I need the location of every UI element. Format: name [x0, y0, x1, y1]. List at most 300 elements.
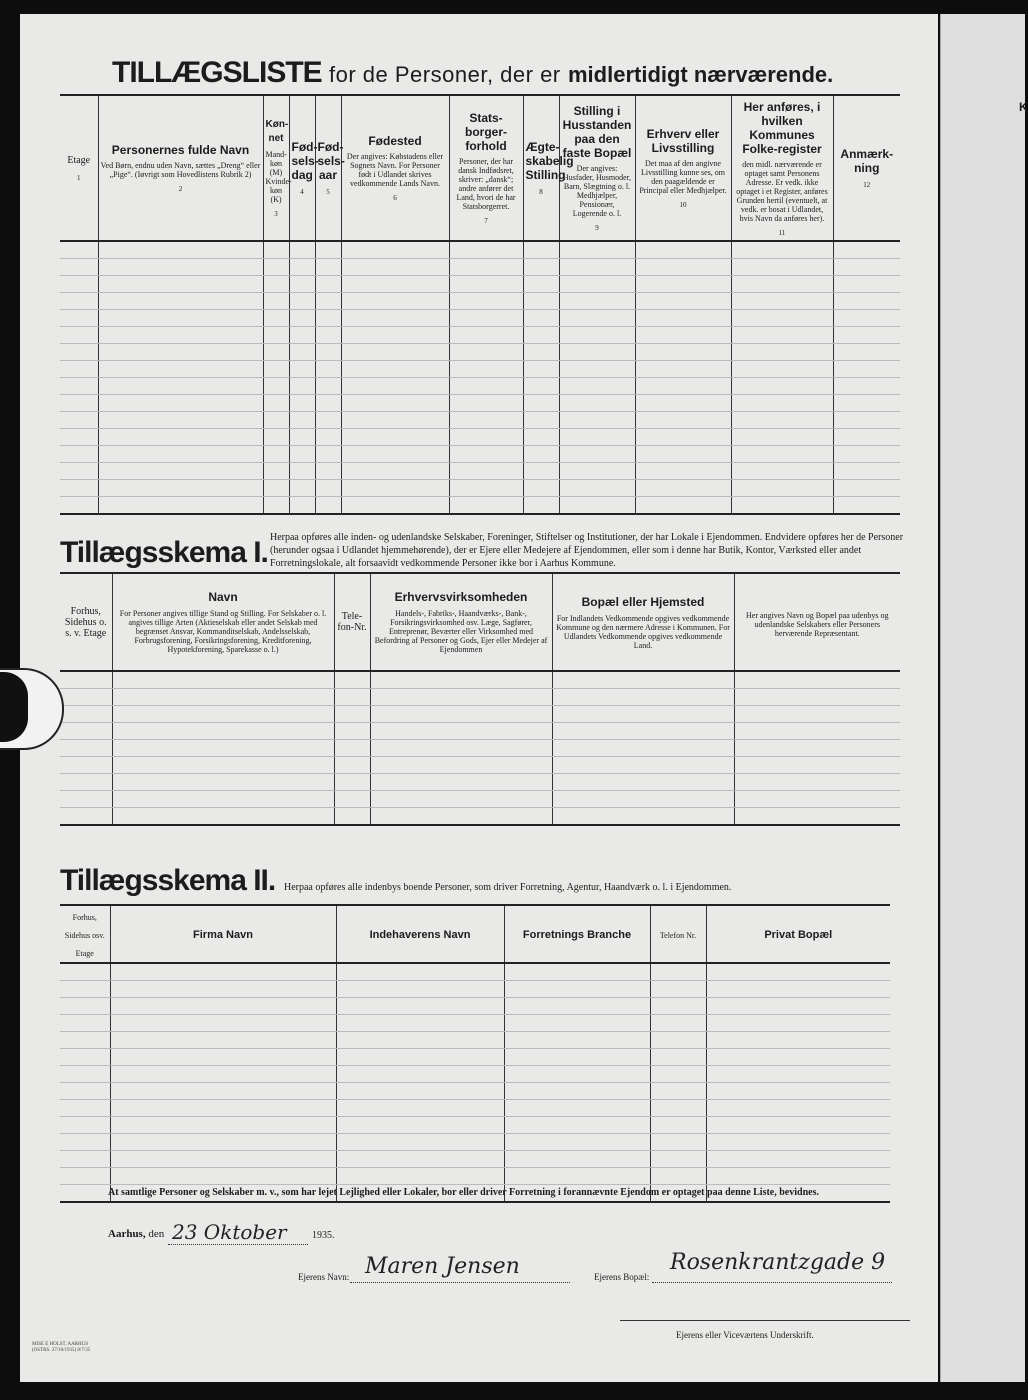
table-cell[interactable]: [60, 276, 98, 293]
table-cell[interactable]: [110, 1151, 336, 1168]
table-cell[interactable]: [523, 310, 559, 327]
table-cell[interactable]: [635, 480, 731, 497]
table-cell[interactable]: [60, 241, 98, 259]
table-cell[interactable]: [635, 497, 731, 515]
table-cell[interactable]: [289, 327, 315, 344]
table-cell[interactable]: [112, 774, 334, 791]
table-cell[interactable]: [504, 1168, 650, 1185]
table-cell[interactable]: [635, 463, 731, 480]
table-cell[interactable]: [370, 791, 552, 808]
table-cell[interactable]: [263, 241, 289, 259]
table-cell[interactable]: [60, 671, 112, 689]
table-cell[interactable]: [559, 361, 635, 378]
table-cell[interactable]: [334, 689, 370, 706]
table-cell[interactable]: [334, 808, 370, 826]
table-cell[interactable]: [289, 276, 315, 293]
table-cell[interactable]: [370, 689, 552, 706]
table-cell[interactable]: [706, 1066, 890, 1083]
table-cell[interactable]: [315, 463, 341, 480]
table-cell[interactable]: [98, 293, 263, 310]
table-cell[interactable]: [449, 480, 523, 497]
table-cell[interactable]: [341, 276, 449, 293]
table-cell[interactable]: [263, 480, 289, 497]
table-cell[interactable]: [60, 1134, 110, 1151]
table-cell[interactable]: [449, 463, 523, 480]
table-cell[interactable]: [559, 241, 635, 259]
table-cell[interactable]: [289, 480, 315, 497]
table-cell[interactable]: [552, 774, 734, 791]
table-cell[interactable]: [504, 1015, 650, 1032]
table-cell[interactable]: [731, 293, 833, 310]
table-cell[interactable]: [112, 808, 334, 826]
table-cell[interactable]: [449, 259, 523, 276]
table-cell[interactable]: [370, 740, 552, 757]
table-cell[interactable]: [110, 981, 336, 998]
table-cell[interactable]: [110, 1134, 336, 1151]
table-cell[interactable]: [734, 757, 900, 774]
table-cell[interactable]: [341, 378, 449, 395]
table-cell[interactable]: [833, 241, 900, 259]
table-cell[interactable]: [336, 1015, 504, 1032]
table-cell[interactable]: [833, 395, 900, 412]
table-cell[interactable]: [734, 706, 900, 723]
table-cell[interactable]: [504, 1117, 650, 1134]
table-cell[interactable]: [650, 981, 706, 998]
table-cell[interactable]: [650, 1117, 706, 1134]
table-cell[interactable]: [341, 463, 449, 480]
table-cell[interactable]: [315, 361, 341, 378]
table-cell[interactable]: [523, 259, 559, 276]
table-cell[interactable]: [650, 998, 706, 1015]
table-cell[interactable]: [60, 808, 112, 826]
table-cell[interactable]: [635, 412, 731, 429]
table-cell[interactable]: [315, 293, 341, 310]
table-cell[interactable]: [559, 259, 635, 276]
table-cell[interactable]: [731, 310, 833, 327]
table-cell[interactable]: [60, 1117, 110, 1134]
table-cell[interactable]: [60, 327, 98, 344]
table-cell[interactable]: [523, 395, 559, 412]
table-cell[interactable]: [635, 361, 731, 378]
table-cell[interactable]: [523, 429, 559, 446]
table-cell[interactable]: [650, 1100, 706, 1117]
table-cell[interactable]: [370, 808, 552, 826]
table-cell[interactable]: [650, 1066, 706, 1083]
table-cell[interactable]: [110, 1032, 336, 1049]
table-cell[interactable]: [315, 497, 341, 515]
table-cell[interactable]: [315, 327, 341, 344]
table-cell[interactable]: [449, 344, 523, 361]
table-cell[interactable]: [110, 1049, 336, 1066]
table-cell[interactable]: [523, 361, 559, 378]
table-cell[interactable]: [523, 446, 559, 463]
table-cell[interactable]: [833, 361, 900, 378]
table-cell[interactable]: [650, 1015, 706, 1032]
table-cell[interactable]: [341, 259, 449, 276]
table-cell[interactable]: [60, 1032, 110, 1049]
table-cell[interactable]: [263, 310, 289, 327]
table-cell[interactable]: [112, 689, 334, 706]
table-cell[interactable]: [336, 1168, 504, 1185]
table-cell[interactable]: [341, 310, 449, 327]
table-cell[interactable]: [60, 963, 110, 981]
table-cell[interactable]: [98, 429, 263, 446]
table-cell[interactable]: [650, 1032, 706, 1049]
table-cell[interactable]: [315, 259, 341, 276]
table-cell[interactable]: [552, 689, 734, 706]
table-cell[interactable]: [289, 241, 315, 259]
table-cell[interactable]: [60, 378, 98, 395]
table-cell[interactable]: [706, 1134, 890, 1151]
table-cell[interactable]: [635, 344, 731, 361]
table-cell[interactable]: [60, 791, 112, 808]
table-cell[interactable]: [635, 259, 731, 276]
table-cell[interactable]: [370, 757, 552, 774]
table-cell[interactable]: [98, 480, 263, 497]
table-cell[interactable]: [552, 671, 734, 689]
table-cell[interactable]: [98, 327, 263, 344]
table-cell[interactable]: [504, 998, 650, 1015]
table-cell[interactable]: [449, 310, 523, 327]
table-cell[interactable]: [449, 497, 523, 515]
table-cell[interactable]: [336, 1049, 504, 1066]
table-cell[interactable]: [559, 446, 635, 463]
table-cell[interactable]: [552, 808, 734, 826]
table-cell[interactable]: [334, 791, 370, 808]
table-cell[interactable]: [706, 1100, 890, 1117]
table-cell[interactable]: [336, 1100, 504, 1117]
table-cell[interactable]: [706, 998, 890, 1015]
table-cell[interactable]: [289, 463, 315, 480]
table-cell[interactable]: [734, 774, 900, 791]
table-cell[interactable]: [110, 1083, 336, 1100]
table-cell[interactable]: [98, 412, 263, 429]
table-cell[interactable]: [833, 259, 900, 276]
table-cell[interactable]: [60, 1049, 110, 1066]
table-cell[interactable]: [731, 480, 833, 497]
table-cell[interactable]: [60, 446, 98, 463]
table-cell[interactable]: [734, 689, 900, 706]
table-cell[interactable]: [289, 378, 315, 395]
table-cell[interactable]: [341, 480, 449, 497]
table-cell[interactable]: [833, 344, 900, 361]
table-cell[interactable]: [315, 446, 341, 463]
table-cell[interactable]: [110, 998, 336, 1015]
table-cell[interactable]: [706, 1168, 890, 1185]
table-cell[interactable]: [449, 327, 523, 344]
table-cell[interactable]: [60, 361, 98, 378]
table-cell[interactable]: [341, 395, 449, 412]
table-cell[interactable]: [289, 259, 315, 276]
table-cell[interactable]: [60, 497, 98, 515]
table-cell[interactable]: [98, 378, 263, 395]
table-cell[interactable]: [523, 463, 559, 480]
table-cell[interactable]: [60, 429, 98, 446]
table-cell[interactable]: [731, 412, 833, 429]
table-cell[interactable]: [731, 463, 833, 480]
table-cell[interactable]: [110, 1015, 336, 1032]
table-cell[interactable]: [60, 310, 98, 327]
table-cell[interactable]: [734, 671, 900, 689]
table-cell[interactable]: [60, 259, 98, 276]
table-cell[interactable]: [559, 293, 635, 310]
table-cell[interactable]: [370, 774, 552, 791]
table-cell[interactable]: [833, 378, 900, 395]
table-cell[interactable]: [60, 757, 112, 774]
table-cell[interactable]: [370, 723, 552, 740]
table-cell[interactable]: [98, 446, 263, 463]
table-cell[interactable]: [341, 361, 449, 378]
table-cell[interactable]: [731, 378, 833, 395]
table-cell[interactable]: [635, 241, 731, 259]
table-cell[interactable]: [504, 1066, 650, 1083]
table-cell[interactable]: [263, 293, 289, 310]
table-cell[interactable]: [449, 361, 523, 378]
table-cell[interactable]: [110, 1100, 336, 1117]
table-cell[interactable]: [315, 344, 341, 361]
table-cell[interactable]: [559, 344, 635, 361]
table-cell[interactable]: [734, 808, 900, 826]
table-cell[interactable]: [112, 671, 334, 689]
table-cell[interactable]: [341, 327, 449, 344]
table-cell[interactable]: [60, 706, 112, 723]
table-cell[interactable]: [60, 1168, 110, 1185]
table-cell[interactable]: [263, 361, 289, 378]
table-cell[interactable]: [60, 412, 98, 429]
table-cell[interactable]: [98, 310, 263, 327]
table-cell[interactable]: [833, 310, 900, 327]
table-cell[interactable]: [504, 1049, 650, 1066]
table-cell[interactable]: [98, 241, 263, 259]
table-cell[interactable]: [263, 378, 289, 395]
table-cell[interactable]: [289, 497, 315, 515]
table-cell[interactable]: [706, 1151, 890, 1168]
table-cell[interactable]: [504, 1100, 650, 1117]
table-cell[interactable]: [110, 963, 336, 981]
table-cell[interactable]: [60, 480, 98, 497]
table-cell[interactable]: [559, 412, 635, 429]
table-cell[interactable]: [315, 395, 341, 412]
table-cell[interactable]: [504, 1151, 650, 1168]
table-cell[interactable]: [731, 327, 833, 344]
table-cell[interactable]: [336, 1134, 504, 1151]
table-cell[interactable]: [559, 480, 635, 497]
table-cell[interactable]: [635, 327, 731, 344]
table-cell[interactable]: [650, 1134, 706, 1151]
table-cell[interactable]: [289, 361, 315, 378]
table-cell[interactable]: [263, 446, 289, 463]
table-cell[interactable]: [315, 378, 341, 395]
table-cell[interactable]: [552, 723, 734, 740]
table-cell[interactable]: [449, 293, 523, 310]
table-cell[interactable]: [706, 963, 890, 981]
table-cell[interactable]: [263, 344, 289, 361]
table-cell[interactable]: [60, 1100, 110, 1117]
table-cell[interactable]: [706, 1032, 890, 1049]
table-cell[interactable]: [734, 740, 900, 757]
table-cell[interactable]: [523, 480, 559, 497]
table-cell[interactable]: [98, 395, 263, 412]
table-cell[interactable]: [706, 1015, 890, 1032]
table-cell[interactable]: [650, 1168, 706, 1185]
table-cell[interactable]: [731, 276, 833, 293]
table-cell[interactable]: [341, 429, 449, 446]
table-cell[interactable]: [60, 1185, 110, 1203]
table-cell[interactable]: [336, 1151, 504, 1168]
table-cell[interactable]: [370, 671, 552, 689]
table-cell[interactable]: [731, 361, 833, 378]
table-cell[interactable]: [833, 480, 900, 497]
table-cell[interactable]: [731, 259, 833, 276]
table-cell[interactable]: [449, 446, 523, 463]
table-cell[interactable]: [731, 429, 833, 446]
table-cell[interactable]: [504, 1032, 650, 1049]
table-cell[interactable]: [449, 395, 523, 412]
table-cell[interactable]: [833, 429, 900, 446]
table-cell[interactable]: [336, 1066, 504, 1083]
table-cell[interactable]: [559, 276, 635, 293]
table-cell[interactable]: [263, 259, 289, 276]
table-cell[interactable]: [341, 293, 449, 310]
table-cell[interactable]: [523, 412, 559, 429]
table-cell[interactable]: [504, 963, 650, 981]
table-cell[interactable]: [110, 1066, 336, 1083]
table-cell[interactable]: [60, 1066, 110, 1083]
table-cell[interactable]: [523, 241, 559, 259]
table-cell[interactable]: [559, 327, 635, 344]
table-cell[interactable]: [833, 446, 900, 463]
table-cell[interactable]: [315, 310, 341, 327]
table-cell[interactable]: [650, 963, 706, 981]
table-cell[interactable]: [334, 723, 370, 740]
table-cell[interactable]: [559, 378, 635, 395]
table-cell[interactable]: [635, 378, 731, 395]
table-cell[interactable]: [334, 671, 370, 689]
table-cell[interactable]: [635, 276, 731, 293]
table-cell[interactable]: [334, 757, 370, 774]
table-cell[interactable]: [336, 963, 504, 981]
table-cell[interactable]: [336, 1083, 504, 1100]
table-cell[interactable]: [449, 412, 523, 429]
table-cell[interactable]: [98, 276, 263, 293]
table-cell[interactable]: [341, 344, 449, 361]
table-cell[interactable]: [110, 1117, 336, 1134]
table-cell[interactable]: [289, 395, 315, 412]
table-cell[interactable]: [552, 791, 734, 808]
table-cell[interactable]: [60, 293, 98, 310]
table-cell[interactable]: [98, 361, 263, 378]
table-cell[interactable]: [833, 276, 900, 293]
table-cell[interactable]: [98, 259, 263, 276]
table-cell[interactable]: [334, 740, 370, 757]
table-cell[interactable]: [523, 293, 559, 310]
table-cell[interactable]: [449, 241, 523, 259]
table-cell[interactable]: [60, 723, 112, 740]
table-cell[interactable]: [315, 412, 341, 429]
table-cell[interactable]: [334, 706, 370, 723]
table-cell[interactable]: [833, 463, 900, 480]
table-cell[interactable]: [833, 497, 900, 515]
table-cell[interactable]: [706, 981, 890, 998]
table-cell[interactable]: [110, 1168, 336, 1185]
table-cell[interactable]: [315, 276, 341, 293]
table-cell[interactable]: [734, 723, 900, 740]
table-cell[interactable]: [635, 395, 731, 412]
table-cell[interactable]: [334, 774, 370, 791]
table-cell[interactable]: [504, 1134, 650, 1151]
table-cell[interactable]: [449, 429, 523, 446]
table-cell[interactable]: [449, 276, 523, 293]
table-cell[interactable]: [263, 497, 289, 515]
table-cell[interactable]: [60, 1083, 110, 1100]
table-cell[interactable]: [552, 757, 734, 774]
table-cell[interactable]: [263, 463, 289, 480]
table-cell[interactable]: [635, 293, 731, 310]
table-cell[interactable]: [559, 395, 635, 412]
table-cell[interactable]: [449, 378, 523, 395]
table-cell[interactable]: [315, 241, 341, 259]
table-cell[interactable]: [523, 327, 559, 344]
table-cell[interactable]: [552, 740, 734, 757]
table-cell[interactable]: [336, 998, 504, 1015]
table-cell[interactable]: [650, 1083, 706, 1100]
table-cell[interactable]: [731, 241, 833, 259]
table-cell[interactable]: [833, 293, 900, 310]
table-cell[interactable]: [336, 1117, 504, 1134]
table-cell[interactable]: [112, 740, 334, 757]
table-cell[interactable]: [731, 446, 833, 463]
table-cell[interactable]: [336, 1032, 504, 1049]
table-cell[interactable]: [650, 1151, 706, 1168]
table-cell[interactable]: [60, 689, 112, 706]
table-cell[interactable]: [60, 463, 98, 480]
table-cell[interactable]: [341, 446, 449, 463]
table-cell[interactable]: [523, 276, 559, 293]
table-cell[interactable]: [552, 706, 734, 723]
table-cell[interactable]: [60, 1015, 110, 1032]
table-cell[interactable]: [523, 344, 559, 361]
table-cell[interactable]: [263, 276, 289, 293]
table-cell[interactable]: [635, 446, 731, 463]
table-cell[interactable]: [336, 981, 504, 998]
table-cell[interactable]: [731, 344, 833, 361]
table-cell[interactable]: [60, 344, 98, 361]
table-cell[interactable]: [731, 497, 833, 515]
table-cell[interactable]: [112, 791, 334, 808]
table-cell[interactable]: [559, 497, 635, 515]
table-cell[interactable]: [60, 740, 112, 757]
table-cell[interactable]: [341, 412, 449, 429]
table-cell[interactable]: [289, 429, 315, 446]
table-cell[interactable]: [289, 446, 315, 463]
table-cell[interactable]: [98, 497, 263, 515]
table-cell[interactable]: [635, 310, 731, 327]
table-cell[interactable]: [289, 293, 315, 310]
table-cell[interactable]: [650, 1049, 706, 1066]
table-cell[interactable]: [112, 706, 334, 723]
table-cell[interactable]: [263, 395, 289, 412]
table-cell[interactable]: [60, 998, 110, 1015]
table-cell[interactable]: [289, 310, 315, 327]
table-cell[interactable]: [60, 981, 110, 998]
table-cell[interactable]: [559, 429, 635, 446]
table-cell[interactable]: [112, 723, 334, 740]
table-cell[interactable]: [315, 429, 341, 446]
table-cell[interactable]: [523, 497, 559, 515]
table-cell[interactable]: [706, 1117, 890, 1134]
table-cell[interactable]: [60, 774, 112, 791]
table-cell[interactable]: [60, 395, 98, 412]
